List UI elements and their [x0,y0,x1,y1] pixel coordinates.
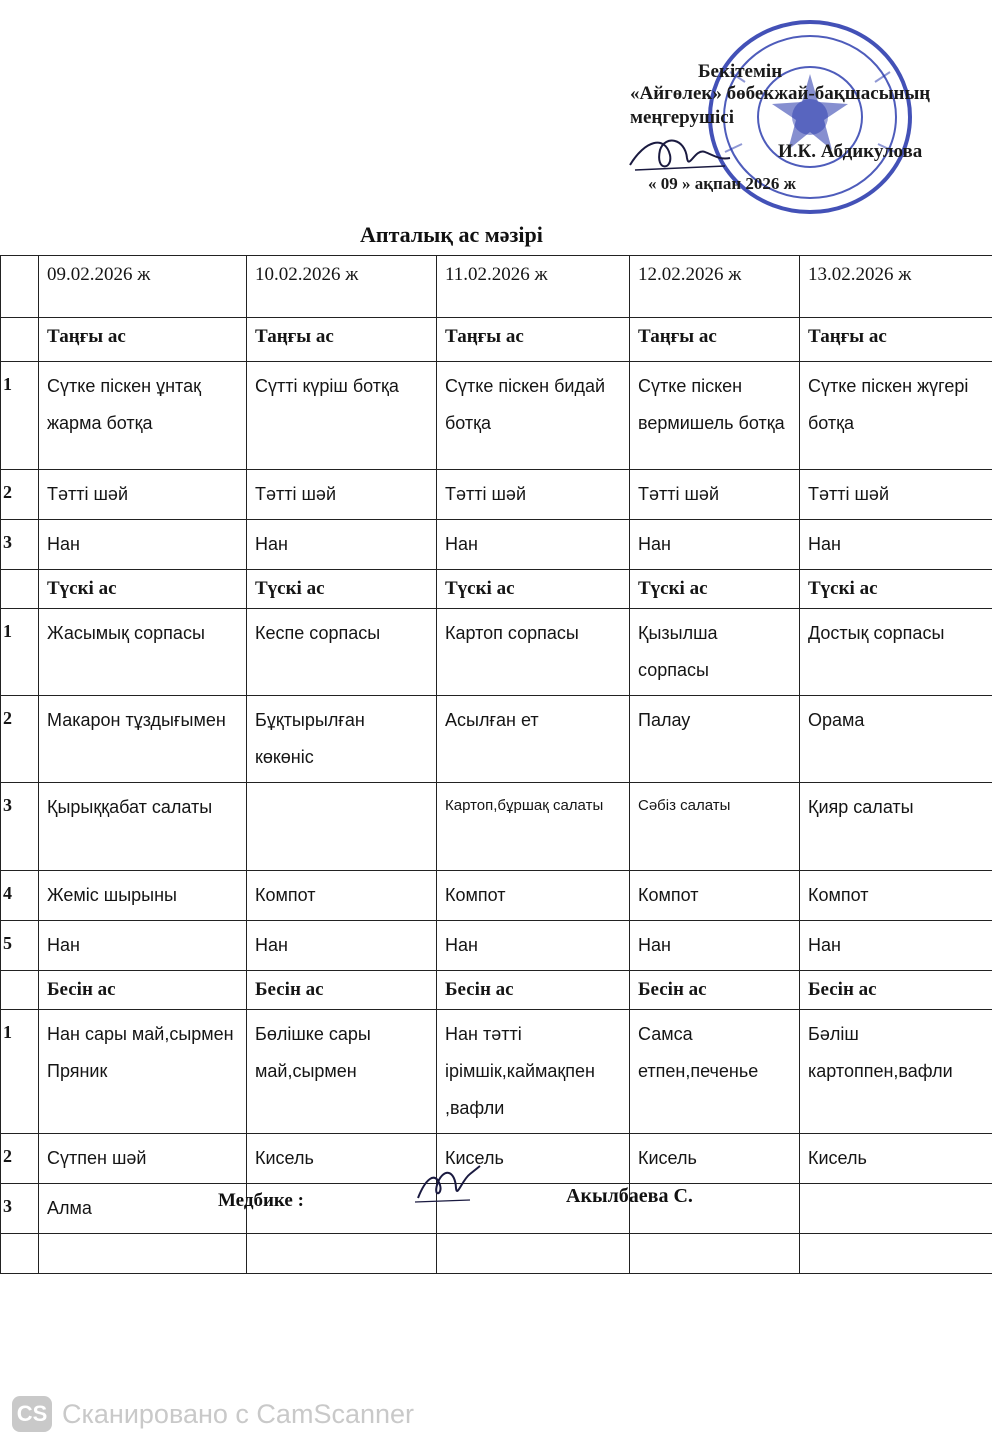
breakfast-label: Таңғы ас [437,318,630,362]
breakfast-label: Таңғы ас [630,318,800,362]
row-number: 2 [1,470,39,520]
menu-cell: Компот [247,871,437,921]
menu-cell: Нан [247,520,437,570]
table-row [1,1184,992,1234]
menu-cell: Нан [630,921,800,971]
menu-cell: Достық сорпасы [800,609,992,696]
menu-cell: Сүтпен шәй [39,1134,247,1184]
section-number-cell [1,971,39,1010]
table-row [1,609,992,696]
row-number: 3 [1,783,39,871]
menu-cell: Нан тәтті ірімшік,каймақпен ,вафли [437,1010,630,1134]
menu-cell: Нан [800,520,992,570]
menu-cell: Кисель [437,1134,630,1184]
menu-cell: Самса етпен,печенье [630,1010,800,1134]
menu-cell: Нан [630,520,800,570]
menu-cell: Алма [39,1184,247,1234]
lunch-label: Түскі ас [39,570,247,609]
snack-label: Бесін ас [247,971,437,1010]
menu-cell: Сүтке піскен бидай ботқа [437,362,630,470]
menu-cell: Қызылша сорпасы [630,609,800,696]
nurse-signature [410,1160,490,1210]
menu-cell: Тәтті шәй [247,470,437,520]
lunch-label: Түскі ас [437,570,630,609]
menu-cell: Бұқтырылған көкөніс [247,696,437,783]
approval-director-name: И.К. Абдикулова [778,141,923,162]
menu-cell: Компот [437,871,630,921]
menu-cell: Кисель [630,1134,800,1184]
empty-cell [800,1234,992,1274]
menu-table [0,255,992,1274]
menu-cell: Жеміс шырыны [39,871,247,921]
row-number: 3 [1,520,39,570]
lunch-label: Түскі ас [800,570,992,609]
table-row [1,696,992,783]
menu-cell: Нан [247,921,437,971]
table-row [1,783,992,871]
menu-cell: Нан [437,520,630,570]
menu-cell: Жасымық сорпасы [39,609,247,696]
date-header: 09.02.2026 ж [39,256,247,318]
date-header: 10.02.2026 ж [247,256,437,318]
date-row [1,256,992,318]
menu-cell: Компот [800,871,992,921]
approval-heading: Бекітемін [698,61,783,82]
approval-position: меңгерушісі [630,107,734,128]
camscanner-logo-icon: CS [12,1396,52,1432]
date-header: 11.02.2026 ж [437,256,630,318]
snack-label: Бесін ас [800,971,992,1010]
menu-cell: Асылған ет [437,696,630,783]
table-row [1,1010,992,1134]
approval-date: « 09 » ақпан 2026 ж [648,174,796,193]
menu-cell: Кисель [800,1134,992,1184]
menu-cell: Қияр салаты [800,783,992,871]
row-number: 3 [1,1184,39,1234]
menu-cell: Палау [630,696,800,783]
menu-cell [247,783,437,871]
menu-cell: Картоп сорпасы [437,609,630,696]
row-number: 5 [1,921,39,971]
menu-cell: Нан [39,520,247,570]
row-number: 1 [1,362,39,470]
menu-cell: Нан [437,921,630,971]
breakfast-label: Таңғы ас [247,318,437,362]
date-header: 12.02.2026 ж [630,256,800,318]
page-title: Апталық ас мәзірі [360,222,543,247]
watermark-text: Сканировано с CamScanner [62,1398,415,1429]
menu-cell: Сәбіз салаты [630,783,800,871]
date-header: 13.02.2026 ж [800,256,992,318]
row-number: 2 [1,696,39,783]
table-row [1,470,992,520]
menu-cell: Нан сары май,сырмен Пряник [39,1010,247,1134]
table-row [1,921,992,971]
row-number: 1 [1,1010,39,1134]
snack-label: Бесін ас [437,971,630,1010]
snack-header-row [1,971,992,1010]
menu-cell: Макарон тұздығымен [39,696,247,783]
director-signature [625,130,735,180]
menu-cell: Кисель [247,1134,437,1184]
menu-cell: Тәтті шәй [630,470,800,520]
lunch-label: Түскі ас [630,570,800,609]
menu-cell: Компот [630,871,800,921]
section-number-cell [1,318,39,362]
camscanner-watermark [12,1396,414,1432]
table-row [1,362,992,470]
menu-cell: Бөлішке сары май,сырмен [247,1010,437,1134]
empty-cell [437,1234,630,1274]
table-row [1,871,992,921]
menu-cell: Сүтке піскен ұнтақ жарма ботқа [39,362,247,470]
nurse-label: Медбике : [218,1190,304,1211]
menu-cell: Сүтті күріш ботқа [247,362,437,470]
lunch-label: Түскі ас [247,570,437,609]
menu-cell: Тәтті шәй [800,470,992,520]
row-number: 4 [1,871,39,921]
empty-cell [1,1234,39,1274]
menu-cell: Қырыққабат салаты [39,783,247,871]
menu-cell [800,1184,992,1234]
menu-cell: Картоп,бұршақ салаты [437,783,630,871]
empty-cell [39,1234,247,1274]
empty-row [1,1234,992,1274]
breakfast-label: Таңғы ас [800,318,992,362]
menu-cell: Кеспе сорпасы [247,609,437,696]
section-number-cell [1,570,39,609]
breakfast-label: Таңғы ас [39,318,247,362]
approval-organization: «Айгөлек» бөбекжай-бақшасының [630,83,931,104]
empty-cell [247,1234,437,1274]
row-number: 1 [1,609,39,696]
menu-cell: Тәтті шәй [39,470,247,520]
breakfast-header-row [1,318,992,362]
snack-label: Бесін ас [630,971,800,1010]
menu-cell: Нан [800,921,992,971]
nurse-name: Акылбаева С. [566,1185,693,1207]
menu-cell: Тәтті шәй [437,470,630,520]
snack-label: Бесін ас [39,971,247,1010]
corner-cell [1,256,39,318]
menu-cell: Орама [800,696,992,783]
row-number: 2 [1,1134,39,1184]
menu-cell: Сүтке піскен вермишель ботқа [630,362,800,470]
table-row [1,1134,992,1184]
table-row [1,520,992,570]
menu-cell: Сүтке піскен жүгері ботқа [800,362,992,470]
lunch-header-row [1,570,992,609]
menu-cell: Нан [39,921,247,971]
empty-cell [630,1234,800,1274]
menu-cell: Бәліш картоппен,вафли [800,1010,992,1134]
